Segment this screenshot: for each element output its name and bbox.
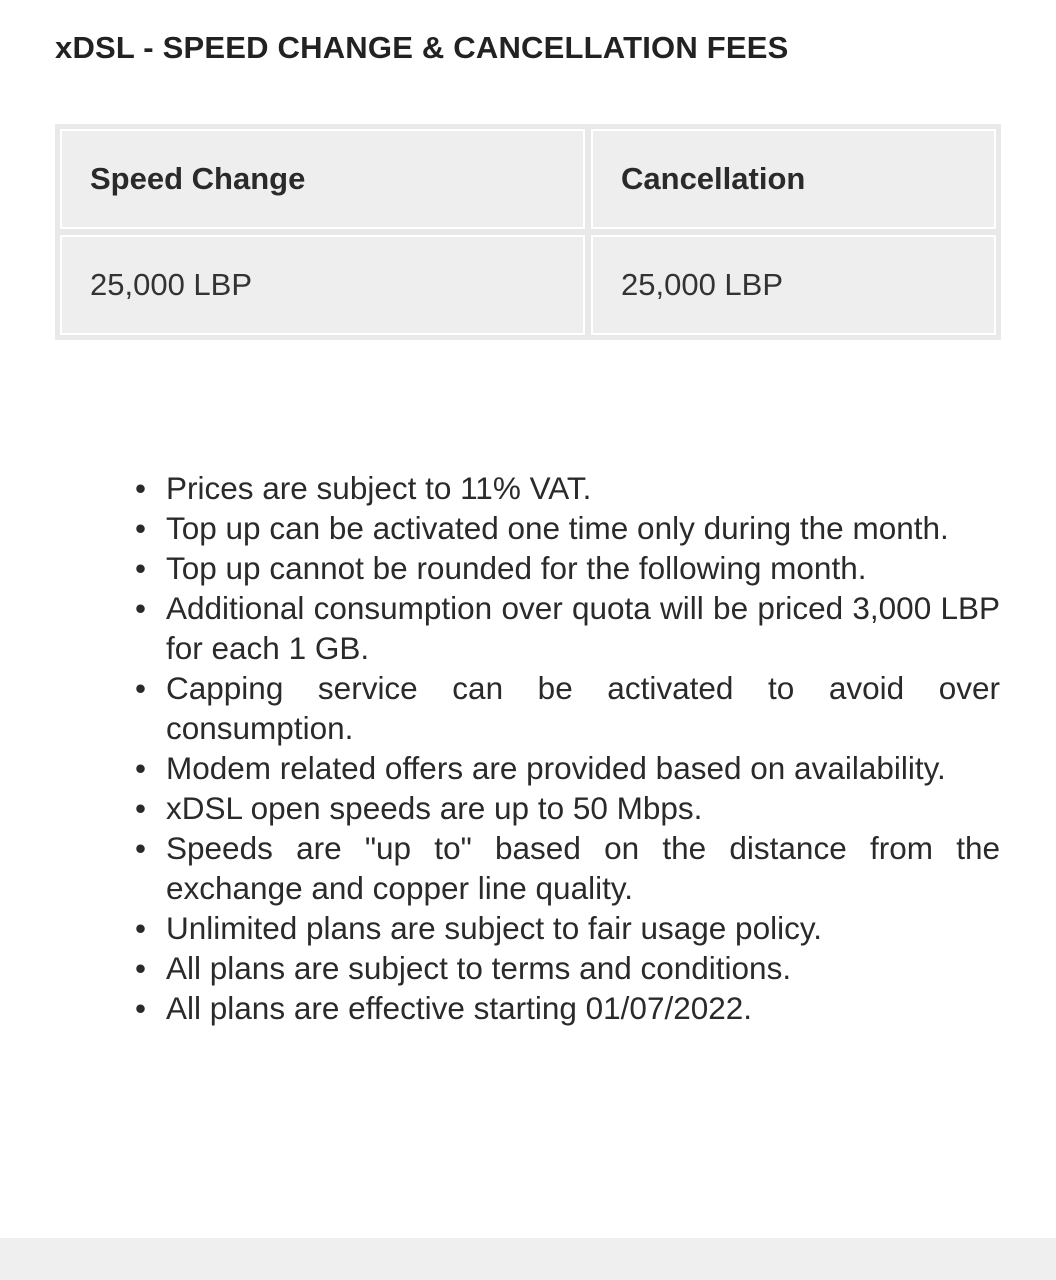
list-item: • Additional consumption over quota will be priced 3,000 LBP for each 1 GB. — [135, 588, 1000, 668]
list-item: • All plans are subject to terms and conditions. — [135, 948, 1000, 988]
notes-list — [135, 468, 1000, 1028]
column-header-cancellation: Cancellation — [591, 129, 996, 229]
list-item: • xDSL open speeds are up to 50 Mbps. — [135, 788, 1000, 828]
page-title: xDSL - SPEED CHANGE & CANCELLATION FEES — [55, 30, 789, 65]
list-item: • Unlimited plans are subject to fair usage policy. — [135, 908, 1000, 948]
column-header-speed-change: Speed Change — [60, 129, 585, 229]
table-header-row — [60, 129, 996, 229]
list-item: • Capping service can be activated to avoid over consumption. — [135, 668, 1000, 748]
fees-table — [55, 124, 1001, 340]
list-item: • Speeds are "up to" based on the distance from the exchange and copper line quality. — [135, 828, 1000, 908]
bottom-bar — [0, 1238, 1056, 1280]
table-row — [60, 235, 996, 335]
list-item: • Modem related offers are provided based on availability. — [135, 748, 1000, 788]
list-item: • Top up can be activated one time only during the month. — [135, 508, 1000, 548]
speed-change-fee: 25,000 LBP — [60, 235, 585, 335]
list-item: • Top up cannot be rounded for the following month. — [135, 548, 1000, 588]
list-item: • All plans are effective starting 01/07/2022. — [135, 988, 1000, 1028]
list-item: • Prices are subject to 11% VAT. — [135, 468, 1000, 508]
cancellation-fee: 25,000 LBP — [591, 235, 996, 335]
